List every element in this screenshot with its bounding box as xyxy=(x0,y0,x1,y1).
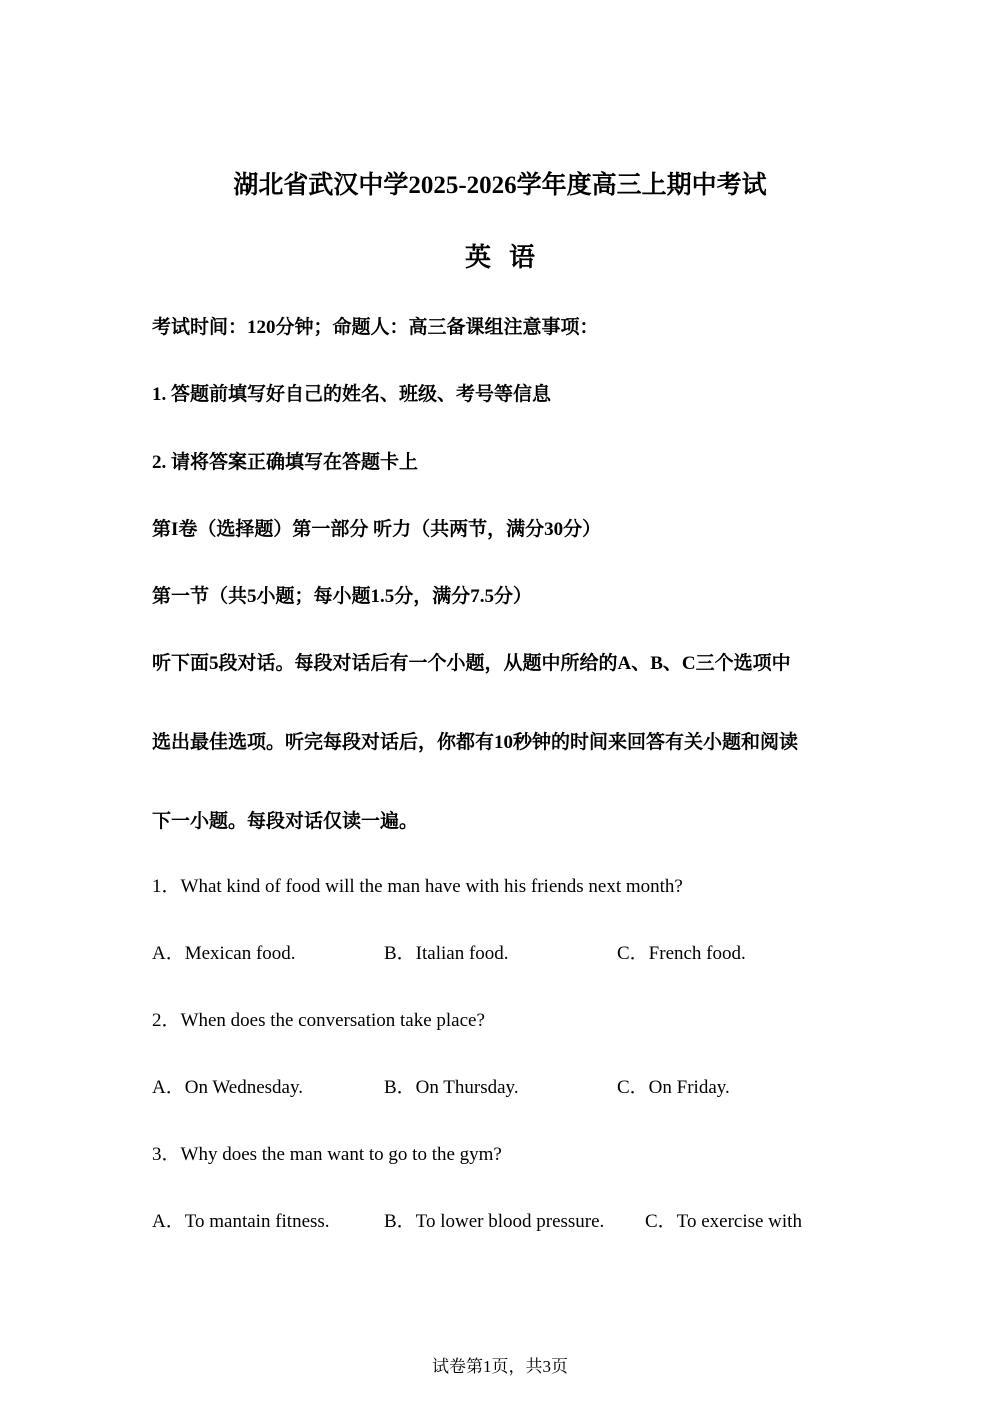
option-a: A．To mantain fitness. xyxy=(152,1211,330,1232)
instruction-line: 选出最佳选项。听完每段对话后，你都有10秒钟的时间来回答有关小题和阅读 xyxy=(152,732,799,753)
option-b: B．On Thursday. xyxy=(384,1077,519,1098)
option-a: A．Mexican food. xyxy=(152,943,296,964)
instruction-line: 下一小题。每段对话仅读一遍。 xyxy=(152,811,419,832)
option-c: C．French food. xyxy=(617,943,746,964)
question-1 xyxy=(152,875,683,899)
part-heading: 第I卷（选择题）第一部分 听力（共两节，满分30分） xyxy=(152,519,602,540)
option-c: C．To exercise with xyxy=(645,1211,802,1232)
option-a: A．On Wednesday. xyxy=(152,1077,303,1098)
question-2 xyxy=(152,1009,485,1033)
exam-title: 湖北省武汉中学2025-2026学年度高三上期中考试 xyxy=(233,172,767,199)
option-b: B．Italian food. xyxy=(384,943,509,964)
note-item-1: 1. 答题前填写好自己的姓名、班级、考号等信息 xyxy=(152,384,552,405)
question-text: When does the conversation take place? xyxy=(180,1010,485,1031)
question-number: 3． xyxy=(152,1144,181,1165)
question-text: What kind of food will the man have with his friends next month? xyxy=(180,876,683,897)
question-3 xyxy=(152,1143,502,1167)
option-b: B．To lower blood pressure. xyxy=(384,1211,605,1232)
note-item-2: 2. 请将答案正确填写在答题卡上 xyxy=(152,452,419,473)
subsection-heading: 第一节（共5小题；每小题1.5分，满分7.5分） xyxy=(152,586,533,607)
subject-title: 英语 xyxy=(464,243,553,272)
exam-info-line: 考试时间：120分钟；命题人：高三备课组注意事项： xyxy=(152,317,599,338)
question-text: Why does the man want to go to the gym? xyxy=(180,1144,502,1165)
option-c: C．On Friday. xyxy=(617,1077,730,1098)
instruction-line: 听下面5段对话。每段对话后有一个小题，从题中所给的A、B、C三个选项中 xyxy=(152,653,791,674)
page-footer: 试卷第1页，共3页 xyxy=(432,1357,568,1376)
question-number: 2． xyxy=(152,1010,181,1031)
question-number: 1． xyxy=(152,876,181,897)
